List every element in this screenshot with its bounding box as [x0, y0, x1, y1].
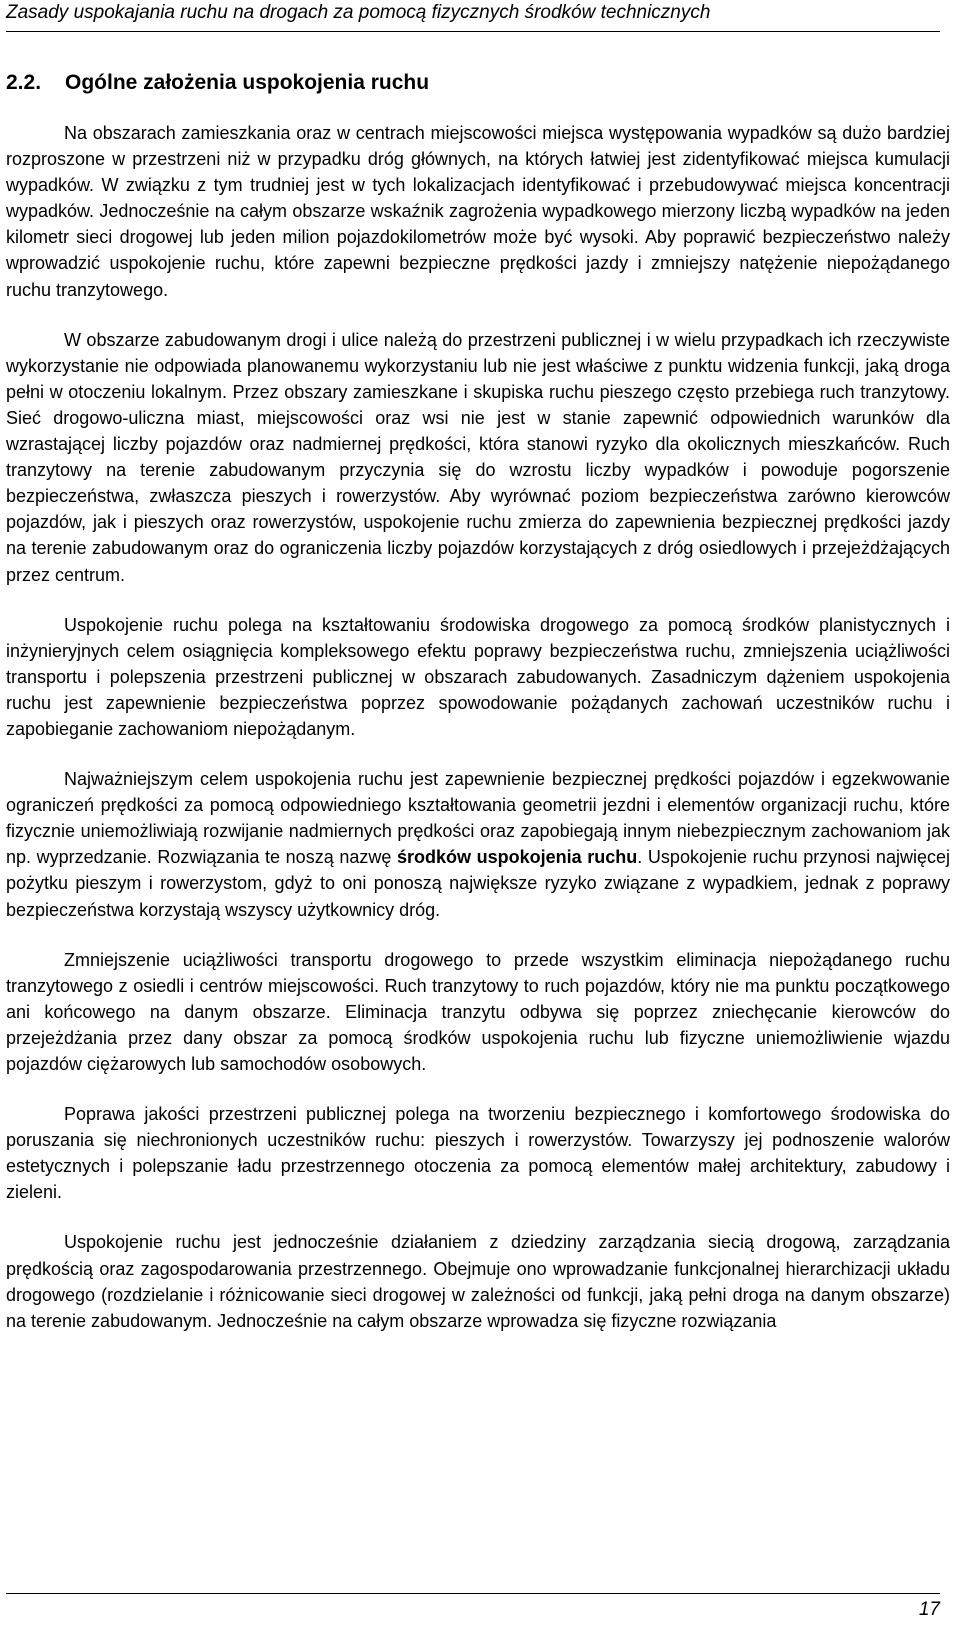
header-divider: [6, 31, 940, 32]
paragraph-2: W obszarze zabudowanym drogi i ulice należą do przestrzeni publicznej i w wielu przypadkach ich rzeczywiste wykorzystanie nie odpowiada planowanemu wykorzystaniu lub nie jest właściwe z punktu widzenia funkcji, jaką droga pełni w otoczeniu lokalnym. Przez obszary zamieszkane i skupiska ruchu pieszego często przebiega ruch tranzytowy. Sieć drogowo-uliczna miast, miejscowości oraz wsi nie jest w stanie zapewnić odpowiednich warunków dla wzrastającej liczby pojazdów oraz nadmiernej prędkości, która stanowi ryzyko dla okolicznych mieszkańców. Ruch tranzytowy na terenie zabudowanym przyczynia się do wzrostu liczby wypadków i powoduje pogorszenie bezpieczeństwa, zwłaszcza pieszych i rowerzystów. Aby wyrównać poziom bezpieczeństwa zarówno kierowców pojazdów, jak i pieszych oraz rowerzystów, uspokojenie ruchu zmierza do zapewnienia bezpiecznej prędkości jazdy na terenie zabudowanym oraz do ograniczenia liczby pojazdów korzystających z dróg osiedlowych i przejeżdżających przez centrum.: [6, 329, 950, 585]
paragraph-3: Uspokojenie ruchu polega na kształtowaniu środowiska drogowego za pomocą środków planistycznych i inżynieryjnych celem osiągnięcia kompleksowego efektu poprawy bezpieczeństwa ruchu, zmniejszenia uciążliwości transportu i polepszenia przestrzeni publicznej w obszarach zabudowanych. Zasadniczym dążeniem uspokojenia ruchu jest zapewnienie bezpieczeństwa poprzez spowodowanie pożądanych zachowań uczestników ruchu i zapobieganie zachowaniom niepożądanym.: [6, 614, 950, 739]
paragraph-1: Na obszarach zamieszkania oraz w centrach miejscowości miejsca występowania wypadków są dużo bardziej rozproszone w przestrzeni niż w przypadku dróg głównych, na których łatwiej jest zidentyfikować miejsca kumulacji wypadków. W związku z tym trudniej jest w tych lokalizacjach identyfikować i przebudowywać miejsca koncentracji wypadków. Jednocześnie na całym obszarze wskaźnik zagrożenia wypadkowego mierzony liczbą wypadków na jeden kilometr sieci drogowej lub jeden milion pojazdokilometrów może być wysoki. Aby poprawić bezpieczeństwo należy wprowadzić uspokojenie ruchu, które zapewni bezpieczne prędkości jazdy i zmniejszy natężenie niepożądanego ruchu tranzytowego.: [6, 123, 950, 300]
page-number: 17: [918, 1599, 940, 1620]
footer-divider: [6, 1593, 940, 1594]
section-title: Ogólne założenia uspokojenia ruchu: [65, 71, 430, 94]
running-header: Zasady uspokajania ruchu na drogach za pomocą fizycznych środków technicznych: [6, 2, 711, 23]
paragraph-5: Zmniejszenie uciążliwości transportu drogowego to przede wszystkim eliminacja niepożądanego ruchu tranzytowego z osiedli i centrów miejscowości. Ruch tranzytowy to ruch pojazdów, który nie ma punktu początkowego ani końcowego na danym obszarze. Eliminacja tranzytu odbywa się poprzez zniechęcanie kierowców do przejeżdżania przez dany obszar za pomocą środków uspokojenia ruchu lub fizyczne uniemożliwienie wjazdu pojazdów ciężarowych lub samochodów osobowych.: [6, 949, 950, 1074]
body-text: [6, 120, 950, 1358]
paragraph-4-text-before: Najważniejszym celem uspokojenia ruchu jest zapewnienie bezpiecznej prędkości pojazdów i egzekwowanie ograniczeń prędkości za pomocą odpowiedniego kształtowania geometrii jezdni i elementów organizacji ruchu, które fizycznie uniemożliwiają rozwijanie nadmiernych prędkości oraz zapobiegają innym niebezpiecznym zachowaniom jak np. wyprzedzanie. Rozwiązania te noszą nazwę: [6, 769, 950, 868]
section-number: 2.2.: [6, 71, 42, 94]
paragraph-4-bold-term: środków uspokojenia ruchu: [397, 847, 638, 868]
section-heading: [6, 70, 429, 96]
paragraph-6: Poprawa jakości przestrzeni publicznej polega na tworzeniu bezpiecznego i komfortowego środowiska do poruszania się niechronionych uczestników ruchu: pieszych i rowerzystów. Towarzyszy jej podnoszenie walorów estetycznych i polepszanie ładu przestrzennego otoczenia za pomocą elementów małej architektury, zabudowy i zieleni.: [6, 1104, 950, 1203]
paragraph-4: [6, 766, 950, 923]
paragraph-4-text-after: . Uspokojenie ruchu przynosi najwięcej pożytku pieszym i rowerzystom, gdyż to oni ponoszą największe ryzyko związane z wypadkiem, jednak z poprawy bezpieczeństwa korzystają wszyscy użytkownicy dróg.: [6, 847, 950, 920]
paragraph-7: Uspokojenie ruchu jest jednocześnie działaniem z dziedziny zarządzania siecią drogową, zarządzania prędkością oraz zagospodarowania przestrzennego. Obejmuje ono wprowadzanie funkcjonalnej hierarchizacji układu drogowego (rozdzielanie i różnicowanie sieci drogowej w zależności od funkcji, jaką pełni droga na danym obszarze) na terenie zabudowanym. Jednocześnie na całym obszarze wprowadza się fizyczne rozwiązania: [6, 1232, 950, 1331]
